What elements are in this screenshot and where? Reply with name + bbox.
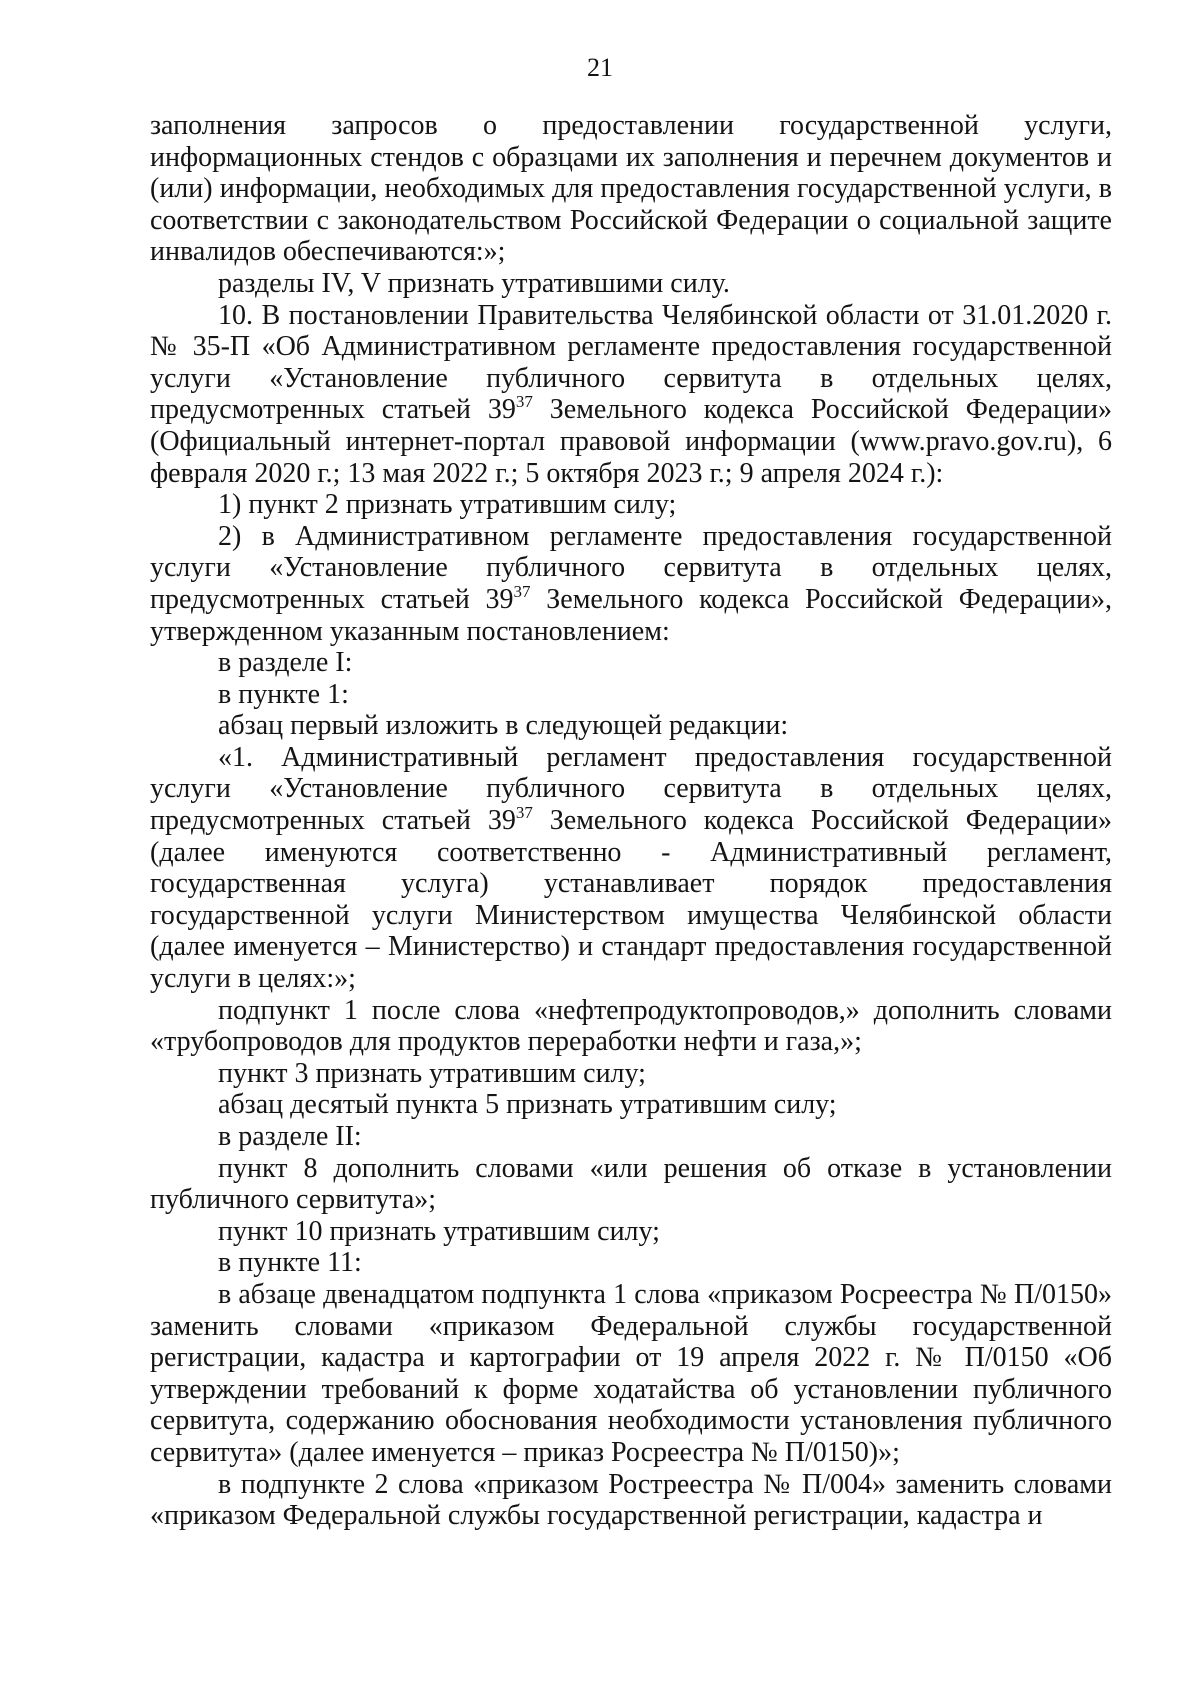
paragraph: 2) в Административном регламенте предоставления государственной услуги «Установление публичного сервитута в отдельных целях, предусмотренных статьей $39^{37}$ Земельного кодекса Российской Федерации», утвержденном указанным постановлением: — [150, 520, 1113, 647]
paragraph: абзац первый изложить в следующей редакции: — [218, 710, 789, 742]
paragraph: в пункте 1: — [218, 678, 349, 710]
paragraph: «1. Административный регламент предоставления государственной услуги «Установление публичного сервитута в отдельных целях, предусмотренных статьей $39^{37}$ Земельного кодекса Российской Федерации» (далее именуются соответственно - Административный регламент, государственная услуга) устанавливает порядок предоставления государственной услуги Министерством имущества Челябинской области (далее именуется – Министерство) и стандарт предоставления государственной услуги в целях:»; — [150, 741, 1112, 995]
paragraph: абзац десятый пункта 5 признать утратившим силу; — [218, 1089, 837, 1121]
superscript: 37 — [515, 392, 533, 412]
document-body — [150, 110, 1112, 1532]
superscript: 37 — [515, 803, 533, 823]
paragraph: в разделе II: — [218, 1121, 362, 1152]
paragraph: в абзаце двенадцатом подпункта 1 слова «приказом Росреестра № П/0150» заменить словами «приказом Федеральной службы государственной регистрации, кадастра и картографии от 19 апреля 2022 г. № П/0150 «Об утверждении требований к форме ходатайства об установлении публичного сервитута, содержанию обоснования необходимости установления публичного сервитута» (далее именуется – приказ Росреестра № П/0150)»; — [150, 1278, 1112, 1468]
paragraph: заполнения запросов о предоставлении государственной услуги, информационных стендов с образцами их заполнения и перечнем документов и (или) информации, необходимых для предоставления государственной услуги, в соответствии с законодательством Российской Федерации о социальной защите инвалидов обеспечиваются:»; — [150, 110, 1112, 268]
paragraph: 10. В постановлении Правительства Челябинской области от 31.01.2020 г. № 35-П «Об Административном регламенте предоставления государственной услуги «Установление публичного сервитута в отдельных целях, предусмотренных статьей $39^{37}$ Земельного кодекса Российской Федерации» (Официальный интернет-портал правовой информации (www.pravo.gov.ru), 6 февраля 2020 г.; 13 мая 2022 г.; 5 октября 2023 г.; 9 апреля 2024 г.): — [150, 299, 1112, 489]
paragraph: пункт 8 дополнить словами «или решения об отказе в установлении публичного сервитута»; — [150, 1152, 1112, 1216]
paragraph: подпункт 1 после слова «нефтепродуктопроводов,» дополнить словами «трубопроводов для продуктов переработки нефти и газа,»; — [150, 994, 1112, 1058]
paragraph: в пункте 11: — [218, 1247, 362, 1279]
paragraph: 1) пункт 2 признать утратившим силу; — [218, 489, 677, 521]
paragraph: разделы IV, V признать утратившими силу. — [218, 267, 730, 299]
paragraph: пункт 3 признать утратившим силу; — [218, 1057, 646, 1089]
superscript: 37 — [513, 581, 531, 601]
paragraph: в подпункте 2 слова «приказом Ростреестра № П/004» заменить словами «приказом Федеральной службы государственной регистрации, кадастра и — [150, 1468, 1112, 1532]
paragraph: пункт 10 признать утратившим силу; — [218, 1215, 660, 1247]
page-number: 21 — [587, 53, 613, 82]
paragraph: в разделе I: — [218, 647, 353, 679]
